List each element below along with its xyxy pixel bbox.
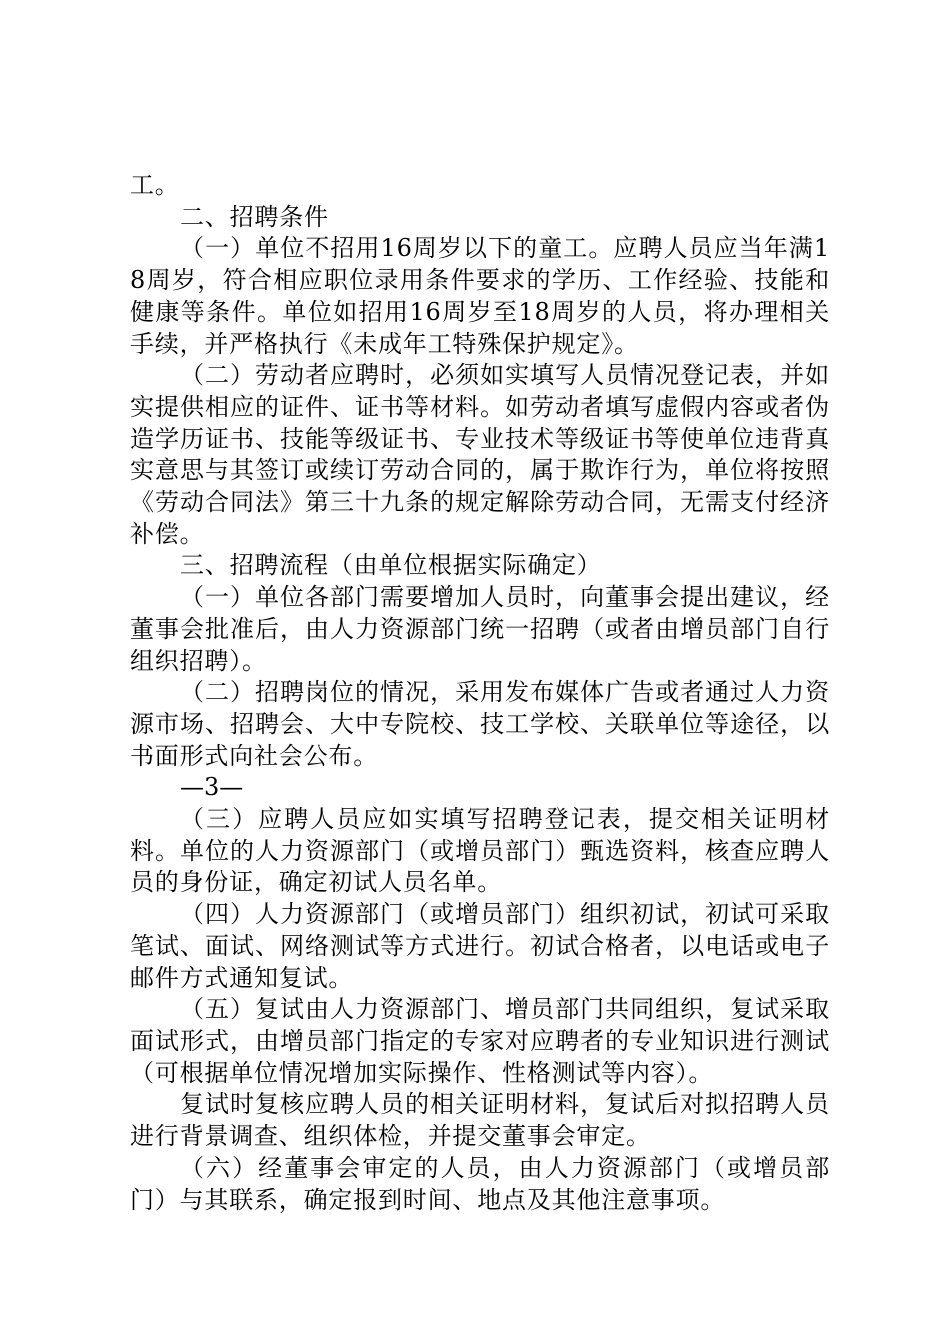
document-page — [130, 170, 830, 1216]
paragraph-process-6: （六）经董事会审定的人员，由人力资源部门（或增员部门）与其联系，确定报到时间、地点及其他注意事项。 — [130, 1153, 830, 1214]
paragraph-process-1: （一）单位各部门需要增加人员时，向董事会提出建议，经董事会批准后，由人力资源部门统一招聘（或者由增员部门自行组织招聘）。 — [130, 583, 830, 675]
paragraph-process-3: （三）应聘人员应如实填写招聘登记表，提交相关证明材料。单位的人力资源部门（或增员部门）甄选资料，核查应聘人员的身份证，确定初试人员名单。 — [130, 805, 830, 897]
paragraph-condition-2: （二）劳动者应聘时，必须如实填写人员情况登记表，并如实提供相应的证件、证书等材料。如劳动者填写虚假内容或者伪造学历证书、技能等级证书、专业技术等级证书等使单位违背真实意思与其签订或续订劳动合同的，属于欺诈行为，单位将按照《劳动合同法》第三十九条的规定解除劳动合同，无需支付经济补偿。 — [130, 361, 830, 548]
section-heading-recruitment-process: 三、招聘流程（由单位根据实际确定） — [180, 551, 602, 580]
section-heading-recruitment-conditions: 二、招聘条件 — [180, 202, 329, 231]
paragraph-continuation: 工。 — [130, 171, 180, 199]
paragraph-process-4: （四）人力资源部门（或增员部门）组织初试，初试可采取笔试、面试、网络测试等方式进行。初试合格者，以电话或电子邮件方式通知复试。 — [130, 900, 830, 992]
paragraph-process-5-continued: 复试时复核应聘人员的相关证明材料，复试后对拟招聘人员进行背景调查、组织体检，并提交董事会审定。 — [130, 1090, 830, 1151]
page-number: —3— — [180, 773, 244, 802]
paragraph-condition-1: （一）单位不招用16周岁以下的童工。应聘人员应当年满18周岁，符合相应职位录用条件要求的学历、工作经验、技能和健康等条件。单位如招用16周岁至18周岁的人员，将办理相关手续，并严格执行《未成年工特殊保护规定》。 — [130, 234, 830, 358]
paragraph-process-5: （五）复试由人力资源部门、增员部门共同组织，复试采取面试形式，由增员部门指定的专家对应聘者的专业知识进行测试（可根据单位情况增加实际操作、性格测试等内容）。 — [130, 995, 830, 1087]
paragraph-process-2: （二）招聘岗位的情况，采用发布媒体广告或者通过人力资源市场、招聘会、大中专院校、技工学校、关联单位等途径，以书面形式向社会公布。 — [130, 678, 830, 770]
